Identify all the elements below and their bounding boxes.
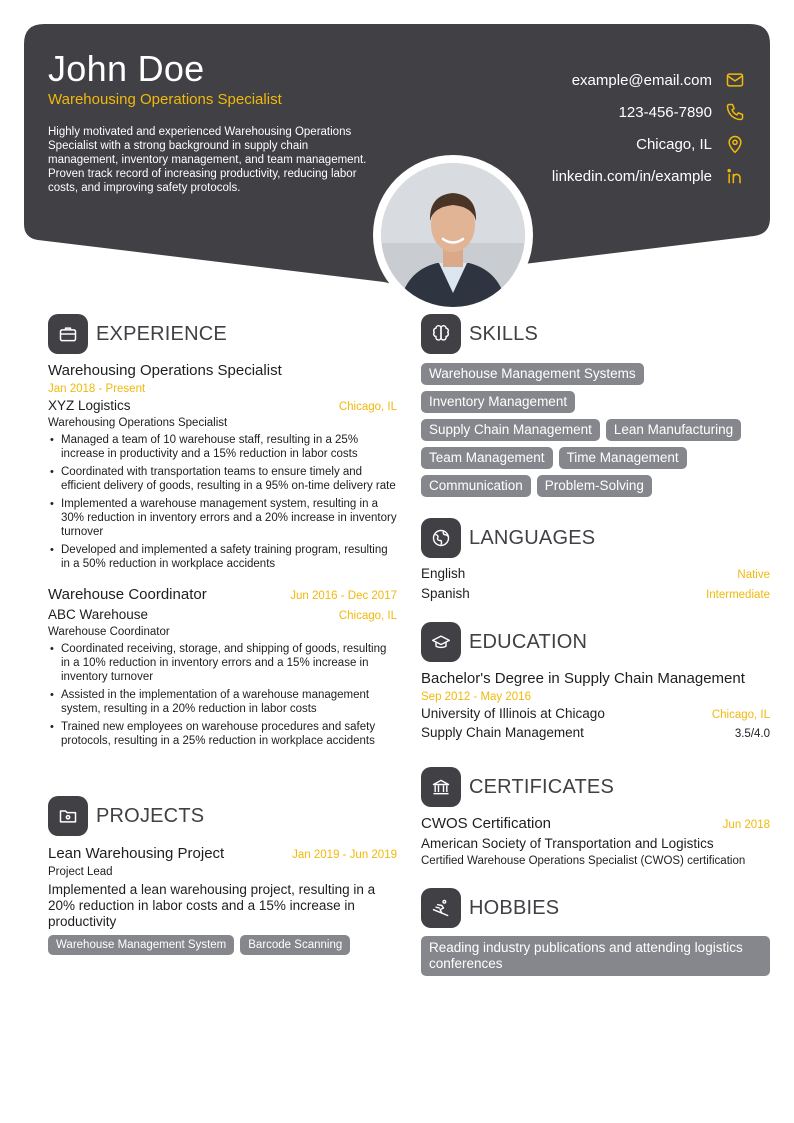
- location-pin-icon: [724, 133, 746, 155]
- project-entry: [48, 845, 397, 961]
- avatar: [381, 163, 525, 307]
- skills-header: [421, 314, 538, 354]
- language-name: English: [421, 566, 466, 581]
- job-company: XYZ Logistics: [48, 398, 131, 413]
- job-date: Jan 2018 - Present: [48, 383, 146, 395]
- skill-tag: Communication: [421, 475, 531, 497]
- job-company: ABC Warehouse: [48, 607, 149, 622]
- project-date: Jan 2019 - Jun 2019: [292, 849, 397, 861]
- skill-tag: Inventory Management: [421, 391, 575, 413]
- language-level: Intermediate: [706, 589, 770, 601]
- job-entry: [48, 362, 397, 571]
- skill-tag: Warehouse Management Systems: [421, 363, 644, 385]
- job-position: Warehouse Coordinator: [48, 626, 170, 638]
- experience-header: [48, 314, 227, 354]
- institution-icon: [421, 767, 461, 807]
- job-position: Warehousing Operations Specialist: [48, 417, 228, 429]
- candidate-role: Warehousing Operations Specialist: [48, 91, 282, 108]
- brain-icon: [421, 314, 461, 354]
- list-item: • Developed and implemented a safety training program, resulting in a 50% reduction in workplace accidents: [48, 543, 397, 571]
- certificate-entry: [421, 815, 770, 867]
- experience-list: [48, 362, 397, 748]
- job-bullets: [48, 433, 397, 571]
- school-name: University of Illinois at Chicago: [421, 706, 605, 721]
- skills-title: SKILLS: [469, 322, 539, 345]
- field-of-study: Supply Chain Management: [421, 725, 584, 740]
- skill-tag: Time Management: [559, 447, 687, 469]
- education-entry: [421, 670, 770, 740]
- certificate-issuer: American Society of Transportation and Logistics: [421, 836, 714, 851]
- certificates-header: [421, 767, 614, 807]
- list-item: • Managed a team of 10 warehouse staff, resulting in a 25% increase in productivity and a 15% reduction in labor costs: [48, 433, 397, 461]
- list-item: • Assisted in the implementation of a warehouse management system, resulting in a 20% reduction in labor costs: [48, 688, 397, 716]
- graduation-cap-icon: [421, 622, 461, 662]
- contact-location: [552, 128, 746, 160]
- linkedin-icon: [724, 165, 746, 187]
- languages-title: LANGUAGES: [469, 526, 596, 549]
- skill-tag: Team Management: [421, 447, 553, 469]
- phone-icon: [724, 101, 746, 123]
- location-text: Chicago, IL: [636, 135, 712, 153]
- projects-title: PROJECTS: [96, 804, 205, 827]
- project-tags: [48, 935, 397, 961]
- phone-text[interactable]: 123-456-7890: [618, 103, 712, 121]
- project-description: Implemented a lean warehousing project, resulting in a 20% reduction in labor costs and a 15% increase in productivity: [48, 882, 376, 929]
- gpa: 3.5/4.0: [734, 728, 770, 740]
- list-item: • Coordinated receiving, storage, and shipping of goods, resulting in a 10% reduction in inventory errors and a 15% increase in inventory turnover: [48, 642, 397, 684]
- briefcase-icon: [48, 314, 88, 354]
- certificate-description: Certified Warehouse Operations Specialist (CWOS) certification: [421, 855, 746, 867]
- hobby-tag: Reading industry publications and attending logistics conferences: [421, 936, 770, 976]
- certificate-name: CWOS Certification: [421, 815, 552, 832]
- globe-icon: [421, 518, 461, 558]
- language-row: [421, 586, 770, 606]
- project-role: Project Lead: [48, 866, 113, 878]
- job-entry: [48, 586, 397, 748]
- certificates-title: CERTIFICATES: [469, 775, 615, 798]
- experience-title: EXPERIENCE: [96, 322, 227, 345]
- language-level: Native: [737, 569, 770, 581]
- contact-phone[interactable]: [552, 96, 746, 128]
- folder-icon: [48, 796, 88, 836]
- certificate-date: Jun 2018: [722, 819, 770, 831]
- contact-linkedin[interactable]: [552, 160, 746, 192]
- education-header: [421, 622, 587, 662]
- skills-list: [421, 363, 770, 503]
- skill-tag: Lean Manufacturing: [606, 419, 741, 441]
- projects-header: [48, 796, 204, 836]
- job-title: Warehousing Operations Specialist: [48, 362, 282, 379]
- hobbies-header: [421, 888, 559, 928]
- skill-tag: Supply Chain Management: [421, 419, 600, 441]
- job-location: Chicago, IL: [338, 610, 397, 622]
- job-date: Jun 2016 - Dec 2017: [290, 590, 397, 602]
- school-location: Chicago, IL: [711, 709, 770, 721]
- contact-list: [552, 64, 746, 192]
- job-title: Warehouse Coordinator: [48, 586, 207, 603]
- list-item: • Coordinated with transportation teams to ensure timely and efficient delivery of goods, resulting in a 95% on-time delivery rate: [48, 465, 397, 493]
- contact-email[interactable]: [552, 64, 746, 96]
- project-tag: Warehouse Management System: [48, 935, 234, 955]
- job-location: Chicago, IL: [338, 401, 397, 413]
- linkedin-text[interactable]: linkedin.com/in/example: [551, 167, 712, 185]
- project-name: Lean Warehousing Project: [48, 845, 225, 862]
- hobbies-title: HOBBIES: [469, 896, 560, 919]
- languages-list: [421, 566, 770, 606]
- job-bullets: [48, 642, 397, 748]
- profile-summary: Highly motivated and experienced Warehousing Operations Specialist with a strong background in supply chain management, inventory management, and team management. Proven track record of increasing productivity, reducing labor costs, and improving safety protocols.: [48, 126, 367, 194]
- hobbies-list: [421, 936, 770, 976]
- email-text[interactable]: example@email.com: [571, 71, 712, 89]
- skill-tag: Problem-Solving: [537, 475, 652, 497]
- language-name: Spanish: [421, 586, 470, 601]
- education-date: Sep 2012 - May 2016: [421, 691, 531, 703]
- skier-icon: [421, 888, 461, 928]
- language-row: [421, 566, 770, 586]
- candidate-name: John Doe: [48, 48, 205, 89]
- education-title: EDUCATION: [469, 630, 588, 653]
- mail-icon: [724, 69, 746, 91]
- languages-header: [421, 518, 595, 558]
- profile-photo: [373, 155, 533, 315]
- project-tag: Barcode Scanning: [240, 935, 350, 955]
- list-item: • Implemented a warehouse management system, resulting in a 30% reduction in inventory errors and a 20% increase in inventory turnover: [48, 497, 397, 539]
- degree: Bachelor's Degree in Supply Chain Management: [421, 670, 745, 687]
- list-item: • Trained new employees on warehouse procedures and safety protocols, resulting in a 25% reduction in workplace accidents: [48, 720, 397, 748]
